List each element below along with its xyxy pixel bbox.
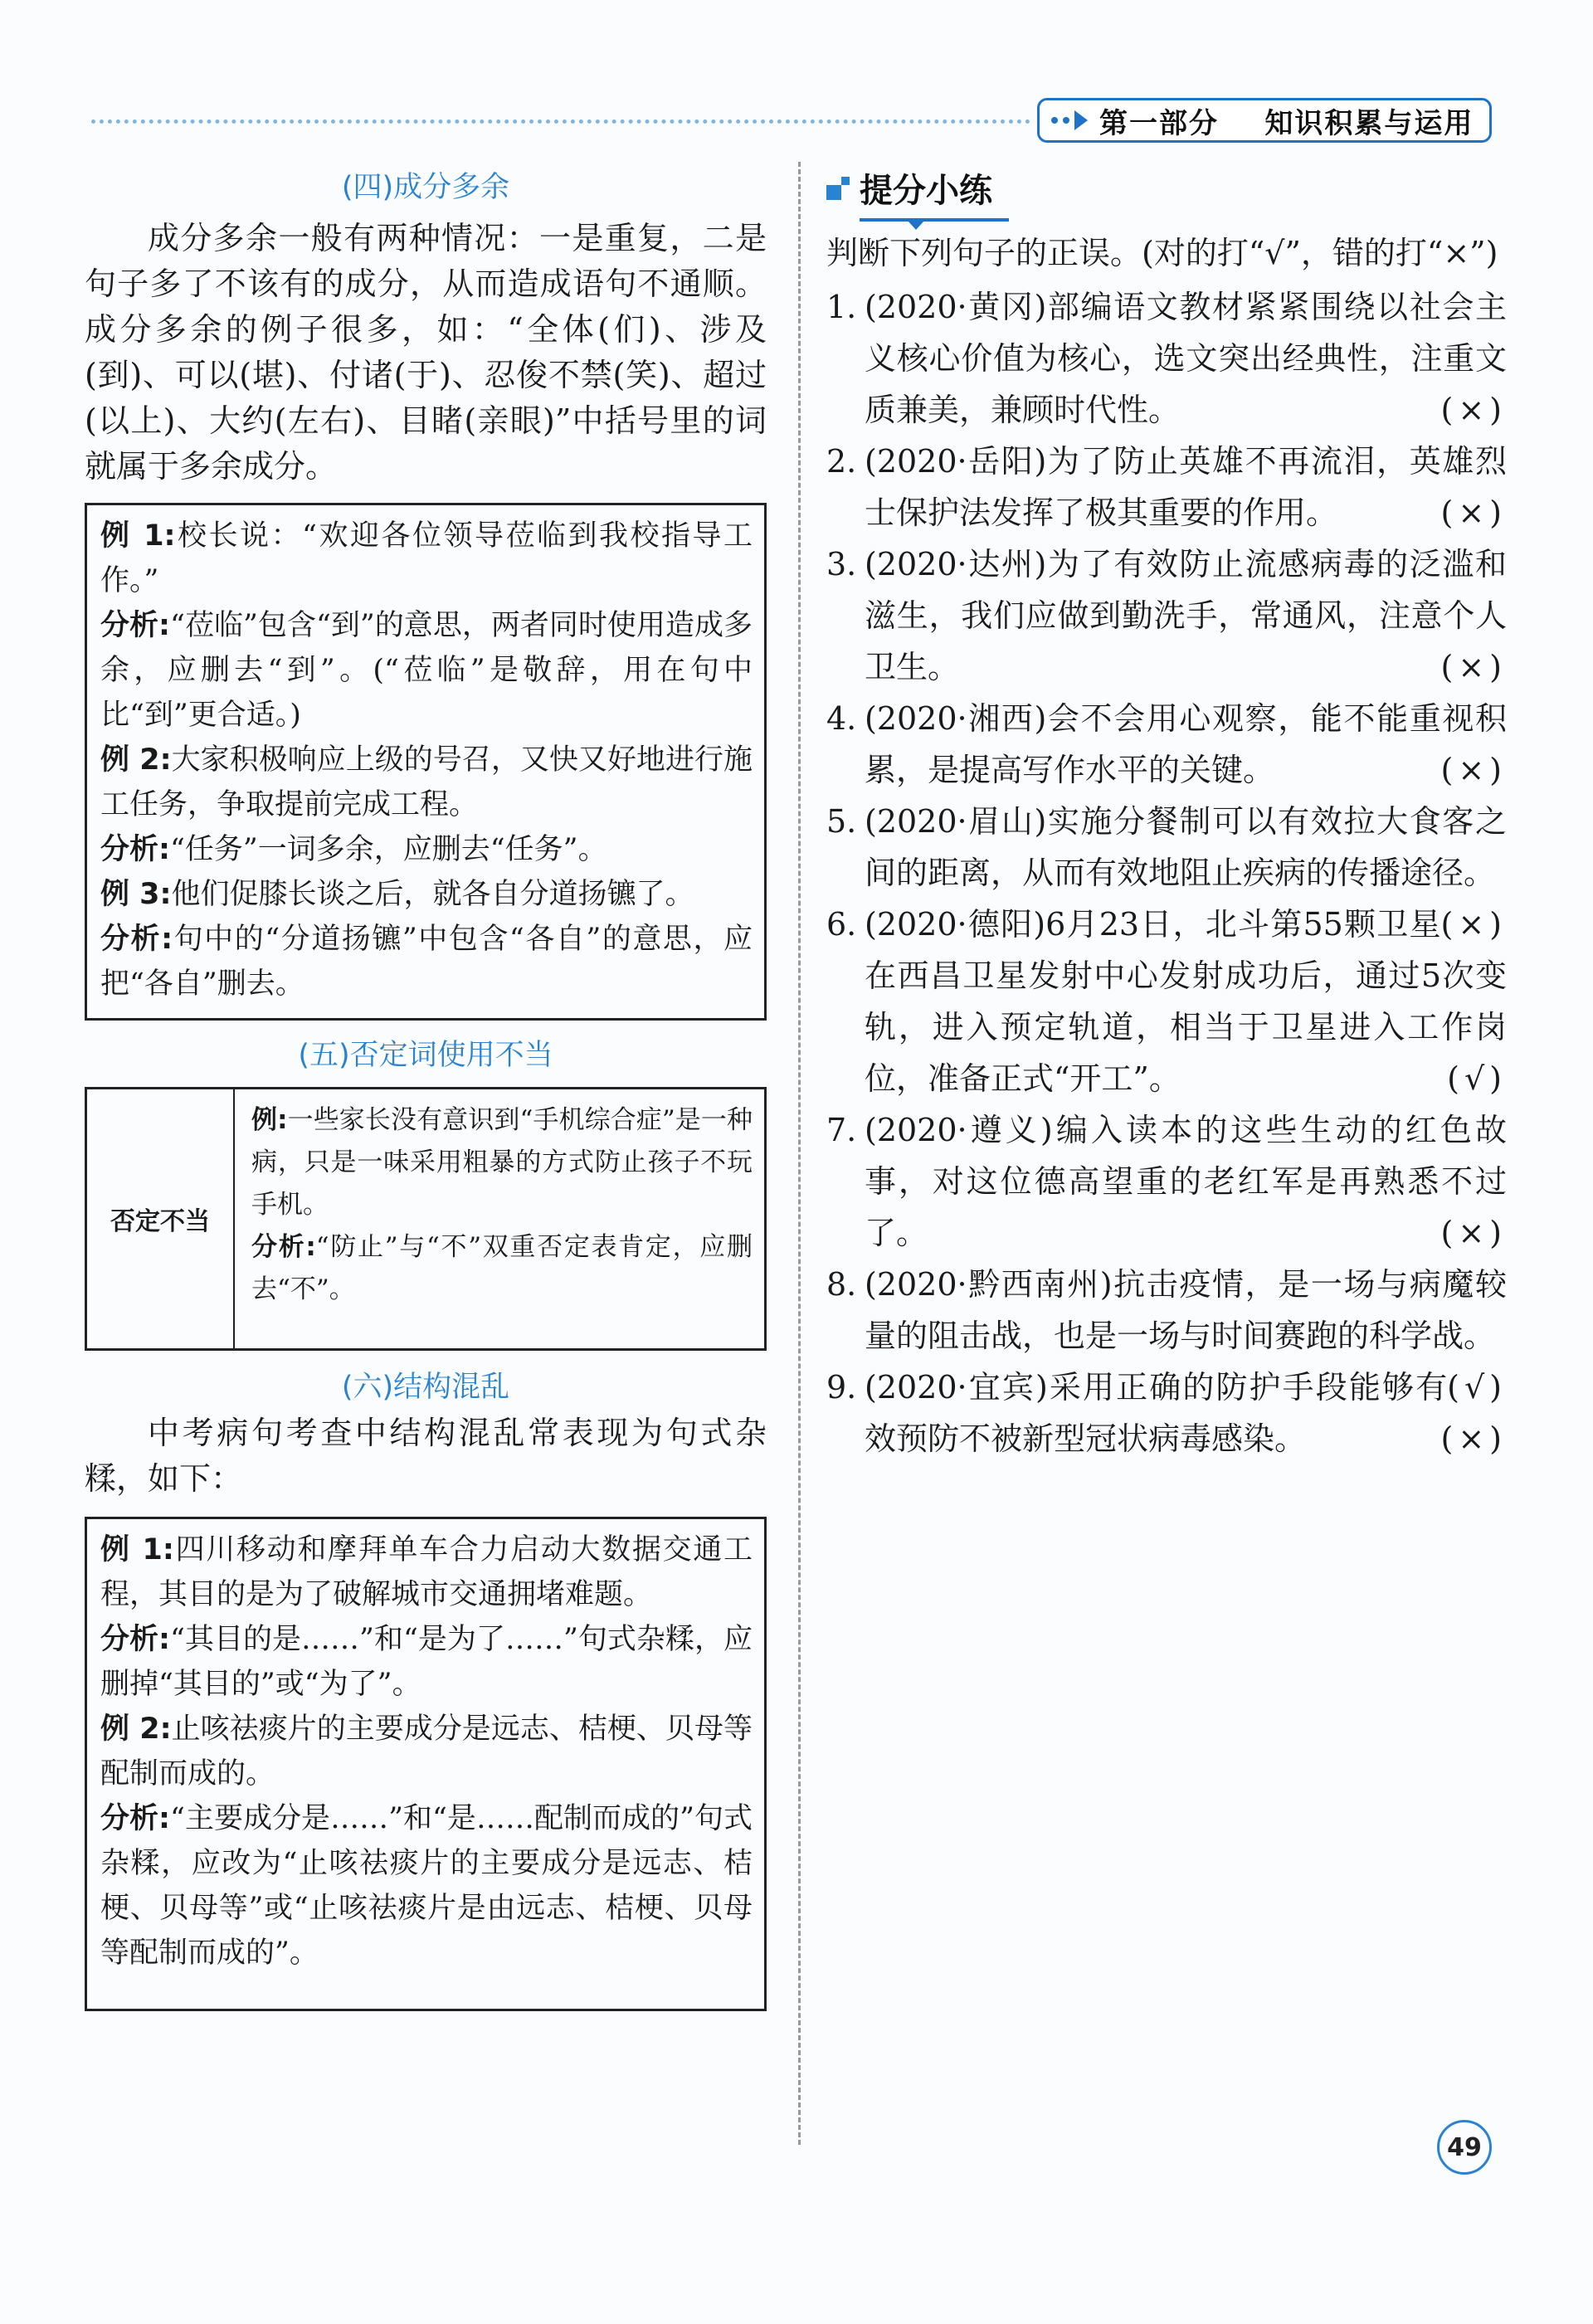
section-5-title: (五)否定词使用不当 — [298, 1039, 553, 1072]
answer-mark: (×) — [1440, 1420, 1507, 1457]
analysis-line: 分析:“防止”与“不”双重否定表肯定，应删去“不”。 — [251, 1232, 753, 1304]
answer-mark: (×) — [1440, 495, 1507, 531]
practice-item: 3. (2020·达州)为了有效防止流感病毒的泛滥和滋生，我们应做到勤洗手，常通风，注意个人卫生。 (×) — [826, 538, 1507, 693]
example-line: 例 1:四川移动和摩拜单车合力启动大数据交通工程，其目的是为了破解城市交通拥堵难题。 — [100, 1533, 753, 1611]
practice-item: 6. (2020·德阳)6月23日，北斗第55颗卫星在西昌卫星发射中心发射成功后，通过5次变轨，进入预定轨道，相当于卫星进入工作岗位，准备正式“开工”。 (√) — [826, 899, 1507, 1104]
section-4-body: 成分多余一般有两种情况：一是重复，二是句子多了不该有的成分，从而造成语句不通顺。成分多余的例子很多，如：“全体(们)、涉及(到)、可以(堪)、付诸(于)、忍俊不禁(笑)、超过(以上)、大约(左右)、目睹(亲眼)”中括号里的词就属于多余成分。 — [85, 220, 767, 485]
example-line: 例 2:大家积极响应上级的号召，又快又好地进行施工任务，争取提前完成工程。 — [100, 743, 753, 821]
answer-mark: (√) — [1447, 1060, 1507, 1097]
analysis-line: 分析:“其目的是……”和“是为了……”句式杂糅，应删掉“其目的”或“为了”。 — [100, 1623, 753, 1701]
example-line: 例 2:止咳祛痰片的主要成分是远志、桔梗、贝母等配制而成的。 — [100, 1713, 753, 1791]
answer-mark: (×) — [1440, 752, 1507, 788]
arrow-icon — [1074, 110, 1088, 130]
column-divider — [798, 162, 801, 2145]
analysis-line: 分析:“任务”一词多余，应删去“任务”。 — [100, 833, 607, 866]
answer-mark: (×) — [1440, 649, 1507, 685]
section-tab — [1037, 98, 1492, 143]
practice-item: 4. (2020·湘西)会不会用心观察，能不能重视积累，是提高写作水平的关键。 (×) — [826, 693, 1507, 796]
practice-item: 9. (2020·宜宾)采用正确的防护手段能够有效预防不被新型冠状病毒感染。 (×) — [826, 1362, 1507, 1464]
analysis-line: 分析:句中的“分道扬镳”中包含“各自”的意思，应把“各自”删去。 — [100, 923, 753, 1001]
section-5-table — [85, 1087, 767, 1351]
left-column — [85, 164, 767, 2011]
analysis-line: 分析:“莅临”包含“到”的意思，两者同时使用造成多余，应删去“到”。(“莅临”是敬辞，用在句中比“到”更合适。) — [100, 609, 753, 732]
example-line: 例:一些家长没有意识到“手机综合症”是一种病，只是一味采用粗暴的方式防止孩子不玩手机。 — [251, 1105, 753, 1220]
practice-header — [826, 164, 1507, 214]
dots-arrow-icon — [1051, 117, 1069, 124]
analysis-line: 分析:“主要成分是……”和“是……配制而成的”句式杂糅，应改为“止咳祛痰片的主要成分是远志、桔梗、贝母等”或“止咳祛痰片是由远志、桔梗、贝母等配制而成的”。 — [100, 1802, 753, 1970]
section-6-example-box — [85, 1517, 767, 2011]
answer-mark: (×) — [1440, 906, 1507, 943]
page-number: 49 — [1437, 2120, 1492, 2175]
square-marker-icon — [826, 177, 851, 202]
practice-item: 5. (2020·眉山)实施分餐制可以有效拉大食客之间的距离，从而有效地阻止疾病的传播途径。 (×) — [826, 796, 1507, 899]
example-line: 例 1:校长说：“欢迎各位领导莅临到我校指导工作。” — [100, 519, 753, 597]
practice-item: 7. (2020·遵义)编入读本的这些生动的红色故事，对这位德高望重的老红军是再熟悉不过了。 (×) — [826, 1104, 1507, 1259]
answer-mark: (×) — [1440, 1215, 1507, 1251]
table-content — [235, 1089, 764, 1348]
example-line: 例 3:他们促膝长谈之后，就各自分道扬镳了。 — [100, 878, 694, 911]
section-label: 第一部分 知识积累与运用 — [1099, 106, 1474, 140]
right-column — [826, 164, 1507, 1464]
answer-mark: (√) — [1447, 1369, 1507, 1406]
practice-intro: 判断下列句子的正误。(对的打“√”，错的打“×”) — [826, 235, 1498, 271]
practice-item: 1. (2020·黄冈)部编语文教材紧紧围绕以社会主义核心价值为核心，选文突出经典性，注重文质兼美，兼顾时代性。 (×) — [826, 281, 1507, 436]
section-6-body: 中考病句考查中结构混乱常表现为句式杂糅，如下： — [85, 1415, 767, 1497]
header-dotted-line — [91, 119, 1030, 124]
section-4-title: (四)成分多余 — [341, 171, 510, 204]
answer-mark: (×) — [1440, 392, 1507, 428]
section-4-example-box — [85, 503, 767, 1021]
practice-item: 8. (2020·黔西南州)抗击疫情，是一场与病魔较量的阻击战，也是一场与时间赛跑的科学战。 (√) — [826, 1259, 1507, 1362]
practice-item: 2. (2020·岳阳)为了防止英雄不再流泪，英雄烈士保护法发挥了极其重要的作用。 (×) — [826, 436, 1507, 538]
table-label: 否定不当 — [87, 1089, 235, 1348]
section-6-title: (六)结构混乱 — [341, 1371, 510, 1404]
practice-title: 提分小练 — [860, 164, 992, 215]
